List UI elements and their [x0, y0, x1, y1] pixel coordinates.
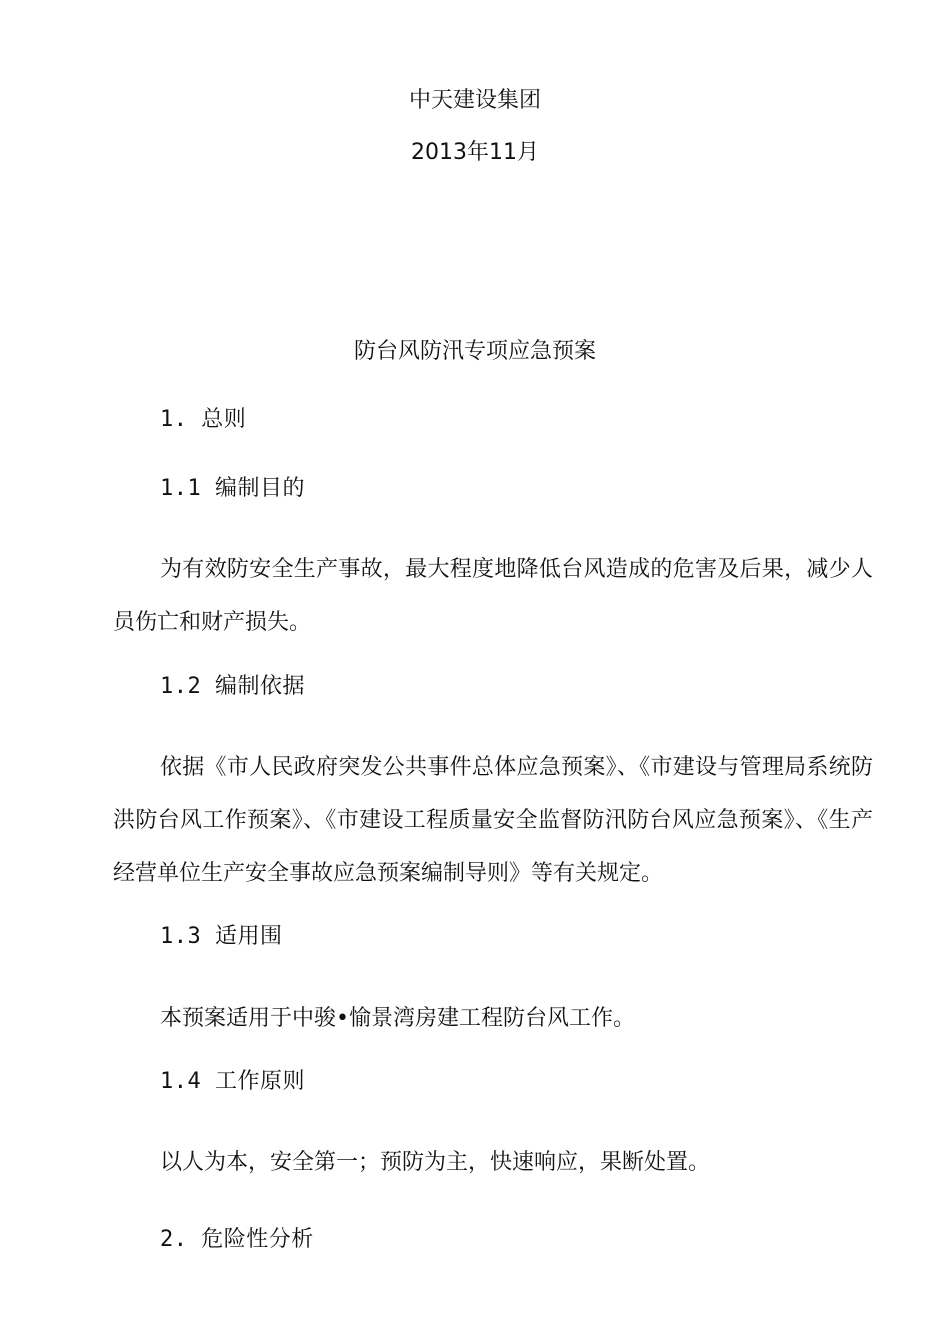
section-heading-1-1: 1.1 编制目的 — [160, 476, 305, 501]
section-heading-1-3: 1.3 适用围 — [160, 924, 283, 949]
paragraph-1-3: 本预案适用于中骏•愉景湾房建工程防台风工作。 — [160, 1006, 635, 1031]
section-heading-1: 1. 总则 — [160, 407, 247, 432]
paragraph-1-2: 依据《市人民政府突发公共事件总体应急预案》、《市建设与管理局系统防洪防台风工作预案》、《市建设工程质量安全监督防汛防台风应急预案》、《生产经营单位生产安全事故应急预案编制导则》等有关规定。 — [113, 755, 873, 886]
company-name: 中天建设集团 — [408, 88, 541, 113]
section-heading-1-2: 1.2 编制依据 — [160, 674, 305, 699]
paragraph-1-4: 以人为本，安全第一；预防为主，快速响应，果断处置。 — [160, 1150, 711, 1175]
paragraph-1-1: 为有效防安全生产事故，最大程度地降低台风造成的危害及后果，减少人员伤亡和财产损失。 — [113, 557, 873, 635]
section-heading-1-4: 1.4 工作原则 — [160, 1069, 305, 1094]
section-heading-2: 2. 危险性分析 — [160, 1227, 314, 1252]
document-date: 2013年11月 — [411, 140, 539, 165]
document-title: 防台风防汛专项应急预案 — [353, 339, 596, 364]
